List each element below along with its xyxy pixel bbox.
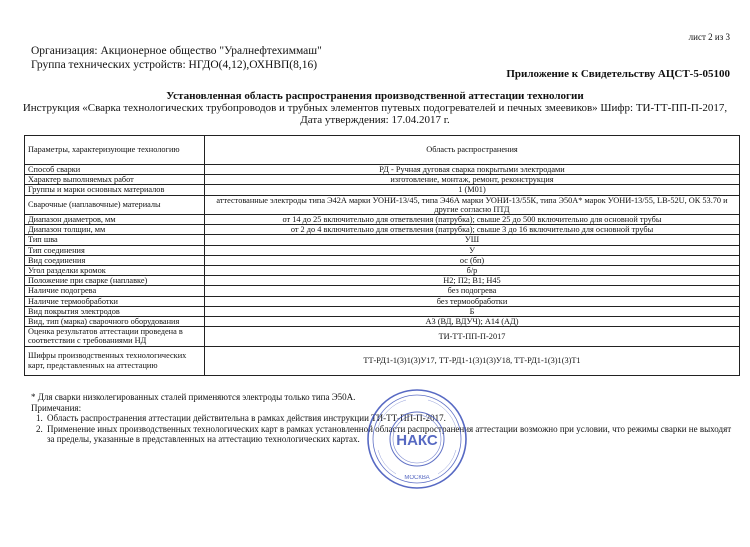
value-cell: РД - Ручная дуговая сварка покрытыми электродами xyxy=(205,165,740,175)
parameter-cell: Наличие подогрева xyxy=(25,286,205,296)
note-item: 1. Область распространения аттестации действительна в рамках действия инструкции ТИ-ТТ-ПП-П-2017. xyxy=(45,413,736,424)
header-parameters: Параметры, характеризующие технологию xyxy=(25,136,205,165)
parameter-cell: Вид покрытия электродов xyxy=(25,306,205,316)
table-row xyxy=(25,346,740,375)
heading-date: Дата утверждения: 17.04.2017 г. xyxy=(300,114,450,126)
parameter-cell: Наличие термообработки xyxy=(25,296,205,306)
value-cell: б/р xyxy=(205,266,740,276)
appendix-reference: Приложение к Свидетельству АЦСТ-5-05100 xyxy=(506,68,730,80)
parameter-cell: Шифры производственных технологических карт, представленных на аттестацию xyxy=(25,346,205,375)
parameter-cell: Группы и марки основных материалов xyxy=(25,185,205,195)
parameter-cell: Положение при сварке (наплавке) xyxy=(25,276,205,286)
value-cell: ос (бп) xyxy=(205,255,740,265)
value-cell: Н2; П2; В1; Н45 xyxy=(205,276,740,286)
table-header-row xyxy=(25,136,740,165)
value-cell: аттестованные электроды типа Э42А марки УОНИ-13/45, типа Э46А марки УОНИ-13/55К, типа Э50А* марок УОНИ-13/55, LB-52U, ОК 53.70 и другие согласно ПТД xyxy=(205,195,740,214)
value-cell: ТИ-ТТ-ПП-П-2017 xyxy=(205,327,740,346)
parameter-cell: Тип соединения xyxy=(25,245,205,255)
organization-name: Организация: Акционерное общество "Уралнефтехиммаш" xyxy=(31,45,322,57)
value-cell: У xyxy=(205,245,740,255)
table-row xyxy=(25,306,740,316)
value-cell: УШ xyxy=(205,235,740,245)
value-cell: от 2 до 4 включительно для ответвления (патрубка); свыше 3 до 16 включительно для основной трубы xyxy=(205,225,740,235)
value-cell: без подогрева xyxy=(205,286,740,296)
value-cell: изготовление, монтаж, ремонт, реконструкция xyxy=(205,175,740,185)
table-row xyxy=(25,327,740,346)
table-row xyxy=(25,225,740,235)
note-item: 2. Применение иных производственных технологических карт в рамках установленной области распространения аттестации возможно при условии, что режимы сварки не выходят за пределы, указанные в представленных на аттестацию технологических картах. xyxy=(45,424,736,445)
heading-title: Установленная область распространения производственной аттестации технологии xyxy=(166,90,584,102)
table-row xyxy=(25,245,740,255)
parameter-cell: Оценка результатов аттестации проведена в соответствии с требованиями НД xyxy=(25,327,205,346)
table-row xyxy=(25,195,740,214)
value-cell: А3 (ВД, ВДУЧ); А14 (АД) xyxy=(205,317,740,327)
naks-stamp xyxy=(366,388,468,490)
organization-block xyxy=(31,44,322,72)
table-row xyxy=(25,266,740,276)
device-group: Группа технических устройств: НГДО(4,12),ОХНВП(8,16) xyxy=(31,59,318,71)
table-row xyxy=(25,296,740,306)
notes-label: Примечания: xyxy=(31,402,82,413)
parameter-cell: Тип шва xyxy=(25,235,205,245)
parameter-cell: Способ сварки xyxy=(25,165,205,175)
parameter-cell: Вид соединения xyxy=(25,255,205,265)
parameter-cell: Угол разделки кромок xyxy=(25,266,205,276)
table-row xyxy=(25,276,740,286)
header-area: Область распространения xyxy=(205,136,740,165)
table-row xyxy=(25,286,740,296)
value-cell: без термообработки xyxy=(205,296,740,306)
technology-table xyxy=(24,135,740,376)
value-cell: ТТ-РД1-1(3)1(3)У17, ТТ-РД1-1(3)1(3)У18, ТТ-РД1-1(3)1(3)Т1 xyxy=(205,346,740,375)
parameter-cell: Диапазон толщин, мм xyxy=(25,225,205,235)
table-row xyxy=(25,215,740,225)
parameter-cell: Вид, тип (марка) сварочного оборудования xyxy=(25,317,205,327)
value-cell: 1 (М01) xyxy=(205,185,740,195)
footnote: * Для сварки низколегированных сталей применяются электроды только типа Э50А. xyxy=(31,392,356,402)
heading-instruction: Инструкция «Сварка технологических трубопроводов и трубных элементов путевых подогревателей и печных змеевиков» Шифр: ТИ-ТТ-ПП-П-2017, xyxy=(22,102,728,114)
document-heading xyxy=(0,90,750,126)
parameter-cell: Диапазон диаметров, мм xyxy=(25,215,205,225)
table-row xyxy=(25,317,740,327)
table-row xyxy=(25,235,740,245)
stamp-center-text: НАКС xyxy=(396,432,438,449)
stamp-city: МОСКВА xyxy=(404,475,430,481)
table-row xyxy=(25,185,740,195)
value-cell: Б xyxy=(205,306,740,316)
table-row xyxy=(25,255,740,265)
parameter-cell: Сварочные (наплавочные) материалы xyxy=(25,195,205,214)
value-cell: от 14 до 25 включительно для ответвления (патрубка); свыше 25 до 500 включительно для основной трубы xyxy=(205,215,740,225)
table-row xyxy=(25,175,740,185)
table-row xyxy=(25,165,740,175)
parameter-cell: Характер выполняемых работ xyxy=(25,175,205,185)
sheet-number: лист 2 из 3 xyxy=(688,32,730,42)
